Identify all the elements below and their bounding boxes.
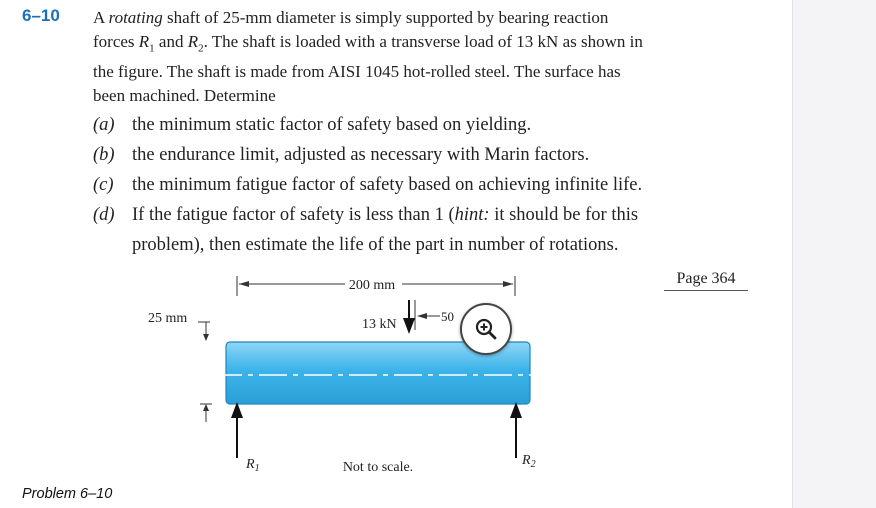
part-a-label: (a) [93, 115, 115, 135]
side-panel [792, 0, 876, 508]
figure-caption: Problem 6–10 [22, 486, 113, 502]
diameter-label: 25 mm [148, 311, 188, 326]
diameter-annotation [148, 311, 212, 422]
intro-line-2: forces $R_1$ and $R_2$. The shaft is loaded with a transverse load of 13 kN as shown in [93, 32, 643, 55]
page-reference[interactable]: Page 364 [664, 268, 748, 291]
zoom-in-icon [473, 316, 499, 342]
intro-line-3: the figure. The shaft is made from AISI 1045 hot-rolled steel. The surface has [93, 62, 621, 82]
dimension-50 [415, 300, 454, 330]
load-label: 13 kN [362, 317, 397, 332]
r1-label: $R_1$ [246, 457, 260, 474]
part-c-text: the minimum fatigue factor of safety based on achieving infinite life. [132, 175, 643, 195]
part-b-text: the endurance limit, adjusted as necessary with Marin factors. [132, 145, 590, 165]
part-d-label: (d) [93, 205, 115, 225]
dim-200-label: 200 mm [348, 278, 396, 293]
dimension-200mm [237, 276, 515, 296]
part-c-label: (c) [93, 175, 114, 195]
dim-50-label: 50 [441, 309, 454, 324]
zoom-button[interactable] [460, 303, 512, 355]
intro-line-1: A rotating shaft of 25-mm diameter is simply supported by bearing reaction [93, 8, 609, 27]
reaction-r2 [510, 402, 536, 470]
problem-number: 6–10 [22, 6, 60, 25]
intro-line-4: been machined. Determine [93, 86, 276, 106]
part-d-text-1: If the fatigue factor of safety is less than 1 (hint: it should be for this [132, 205, 639, 225]
load-arrow [362, 300, 415, 334]
reaction-r1 [231, 402, 260, 474]
part-a-text: the minimum static factor of safety based on yielding. [132, 115, 532, 135]
scale-note: Not to scale. [342, 460, 414, 475]
r2-label: $R_2$ [522, 453, 536, 470]
part-b-label: (b) [93, 145, 115, 165]
part-d-text-2: problem), then estimate the life of the part in number of rotations. [132, 235, 619, 255]
